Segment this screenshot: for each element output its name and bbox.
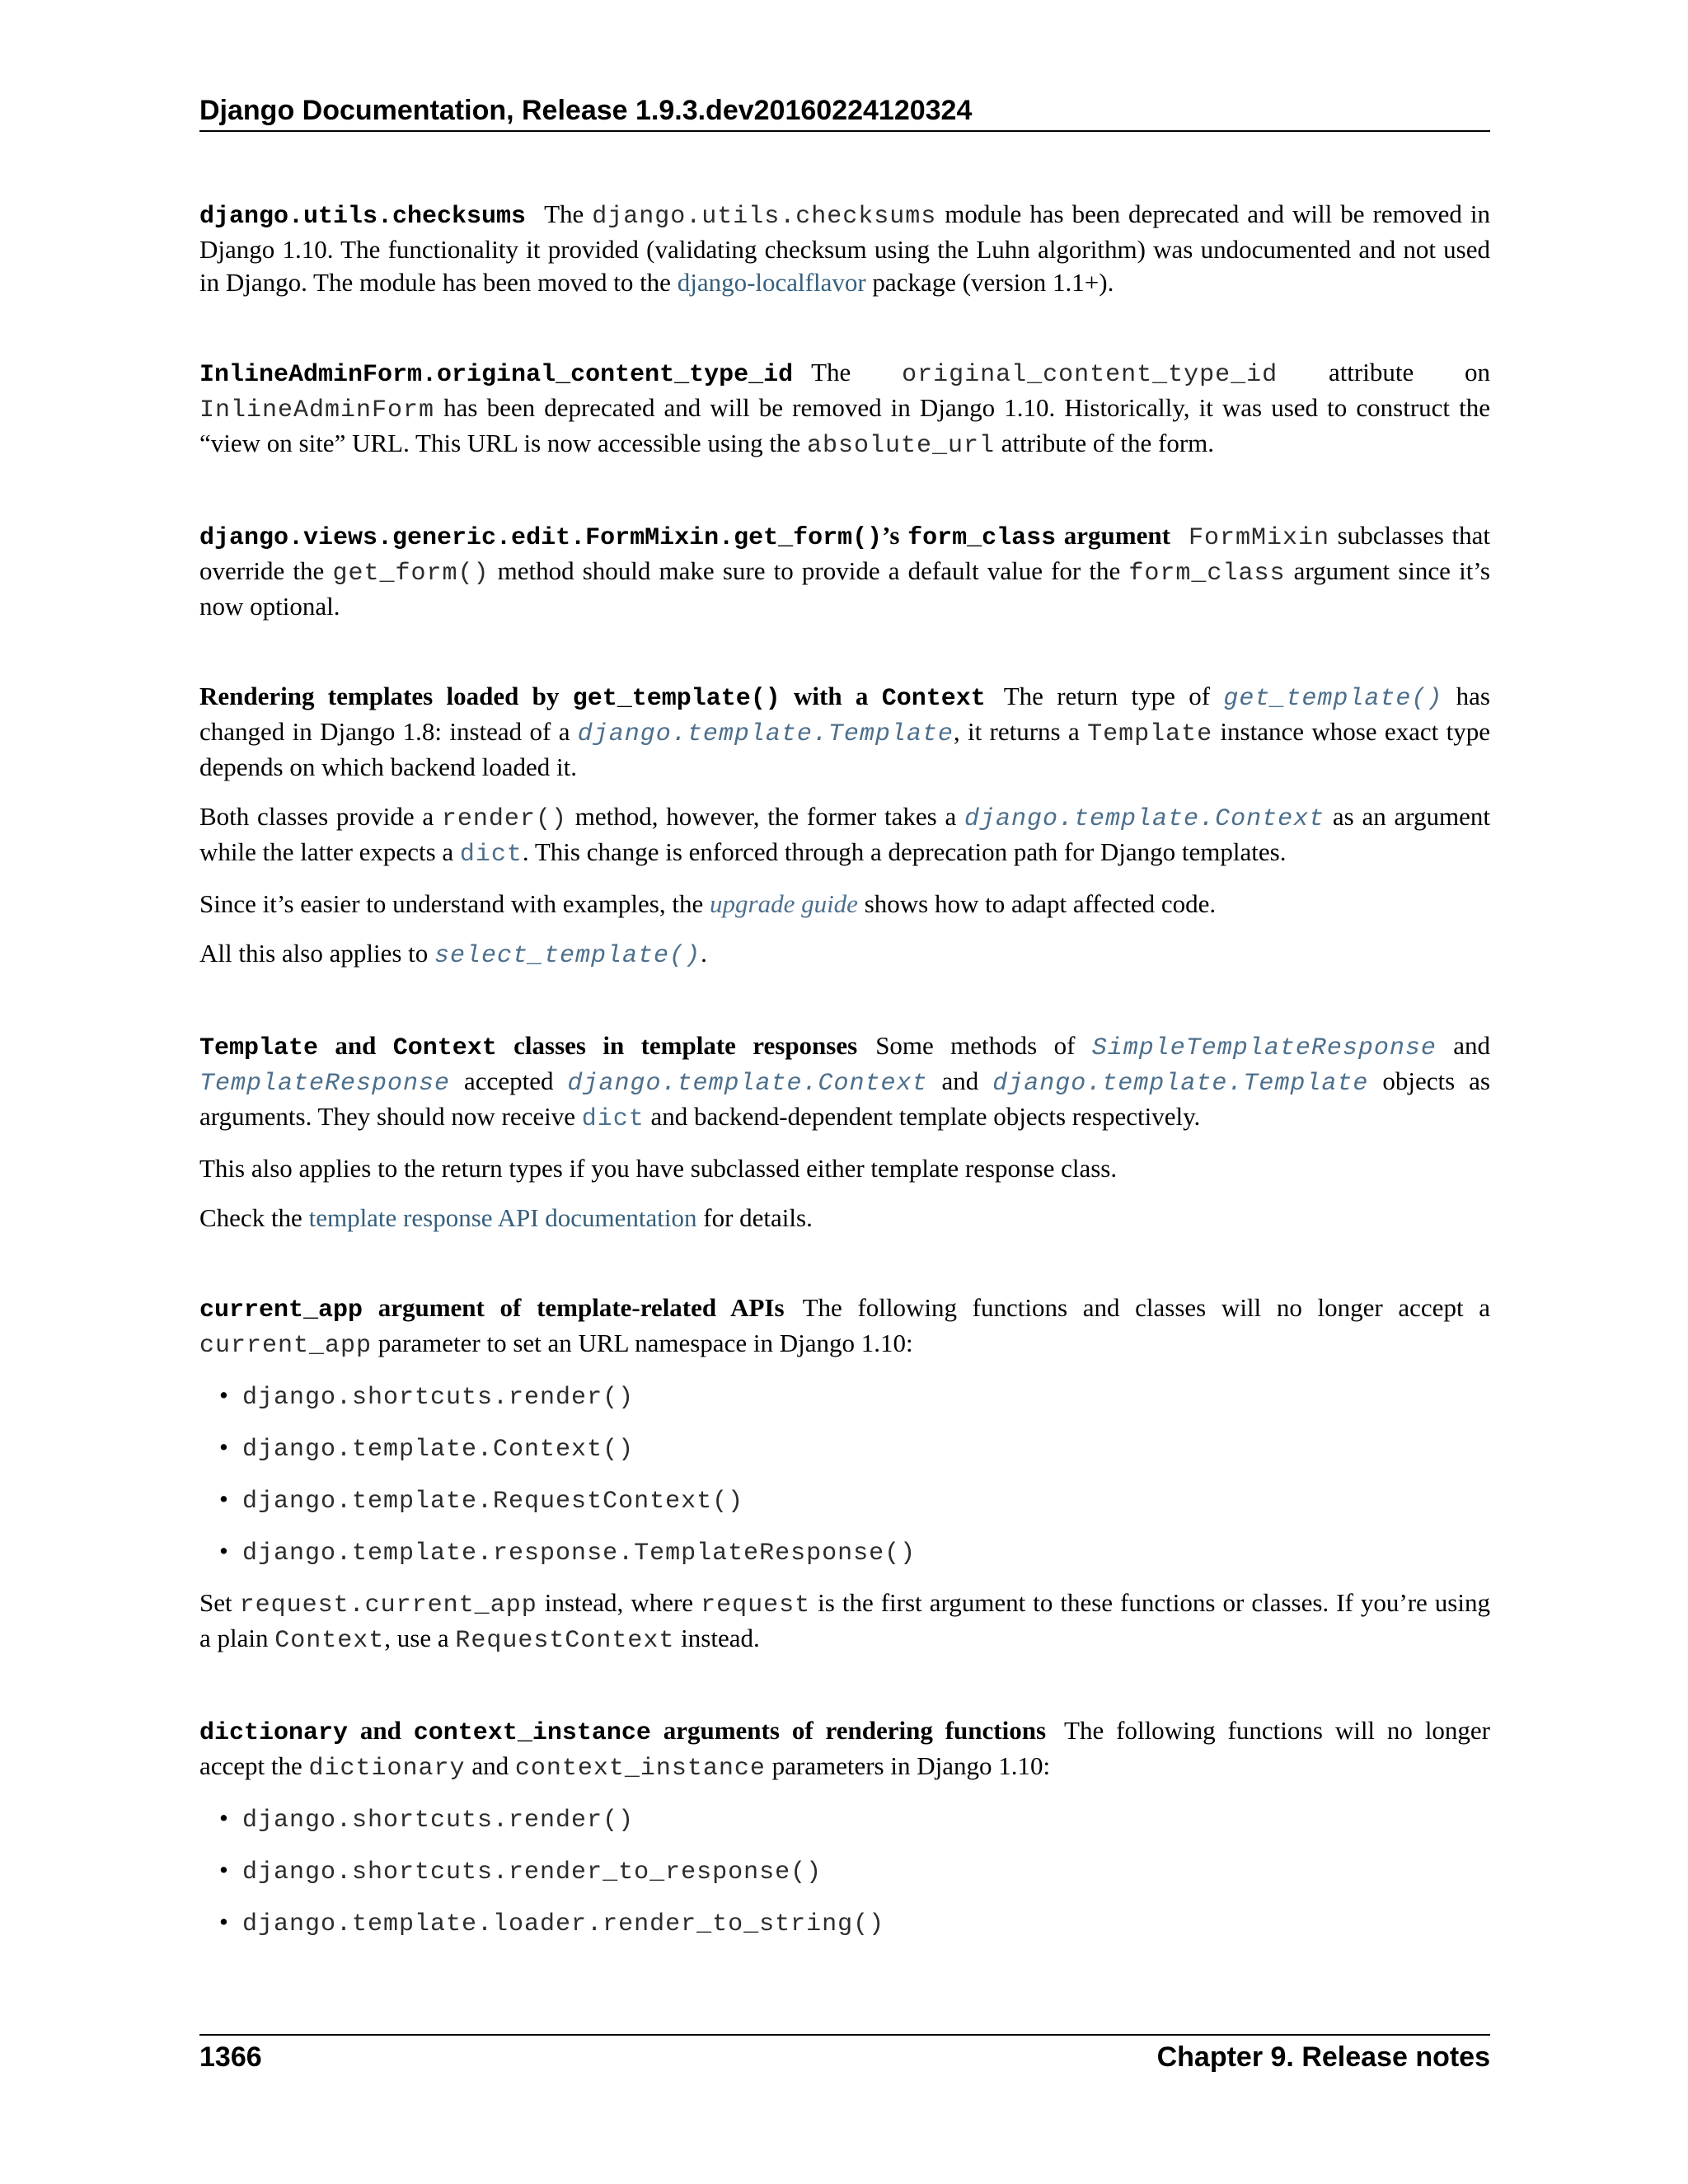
text: and <box>1436 1031 1490 1060</box>
text: and <box>465 1751 515 1780</box>
paragraph <box>199 1291 1490 1362</box>
inline-code: FormMixin <box>1188 524 1329 552</box>
paragraph <box>199 519 1490 623</box>
text: as an argument while the latter expects a <box>199 802 1491 866</box>
text: Check the <box>199 1203 309 1232</box>
section-heading <box>199 682 986 713</box>
text: Both classes provide a <box>199 802 442 831</box>
heading-code: Template <box>199 1034 319 1062</box>
heading-text: argument of template-related APIs <box>363 1293 785 1322</box>
text: attribute of the form. <box>995 429 1215 457</box>
page-footer <box>199 2034 1490 2074</box>
text: objects as arguments. They should now receive <box>199 1066 1490 1131</box>
inline-code: context_instance <box>514 1755 766 1783</box>
context-class-link[interactable] <box>567 1066 928 1098</box>
list-item <box>242 1535 1490 1570</box>
paragraph <box>199 1029 1490 1136</box>
link-code: SimpleTemplateResponse <box>1091 1034 1437 1062</box>
django-localflavor-link[interactable]: django-localflavor <box>677 268 866 297</box>
section-current-app <box>199 1291 1490 1657</box>
link-code: django.template.Template <box>577 720 954 748</box>
text: . This change is enforced through a deprecation path for Django templates. <box>522 837 1287 866</box>
template-class-link[interactable] <box>992 1066 1369 1098</box>
heading-code: django.views.generic.edit.FormMixin.get_form() <box>199 524 883 552</box>
text: The <box>544 199 593 228</box>
running-header: Django Documentation, Release 1.9.3.dev20160224120324 <box>199 94 1490 132</box>
list-item <box>242 1905 1490 1941</box>
heading-code: InlineAdminForm.original_content_type_id <box>199 361 794 389</box>
text: , it returns a <box>953 717 1088 746</box>
inline-code: Template <box>1087 720 1213 748</box>
upgrade-guide-link[interactable]: upgrade guide <box>710 889 858 918</box>
paragraph <box>199 1202 1490 1235</box>
inline-code: django.template.response.TemplateResponse() <box>242 1540 917 1568</box>
heading-text: Rendering templates loaded by <box>199 682 573 710</box>
paragraph <box>199 1586 1490 1657</box>
dict-link[interactable] <box>582 1102 645 1131</box>
paragraph <box>199 888 1490 921</box>
text: package (version 1.1+). <box>865 268 1114 297</box>
template-response-api-link[interactable]: template response API documentation <box>308 1203 697 1232</box>
list-item <box>242 1379 1490 1414</box>
inline-code: django.utils.checksums <box>592 203 937 231</box>
heading-text: and <box>318 1031 393 1060</box>
inline-code: absolute_url <box>807 432 996 460</box>
link-code: dict <box>459 841 523 869</box>
text: Since it’s easier to understand with examples, the <box>199 889 710 918</box>
paragraph <box>199 356 1490 462</box>
section-template-responses <box>199 1029 1490 1235</box>
inline-code: django.shortcuts.render() <box>242 1807 635 1835</box>
text: The following functions will no longer accept the <box>199 1716 1491 1780</box>
text: parameters in Django 1.10: <box>765 1751 1051 1780</box>
heading-code: current_app <box>199 1296 363 1324</box>
text: Set <box>199 1588 240 1617</box>
link-code: dict <box>581 1105 645 1133</box>
text: The <box>811 358 903 387</box>
bullet-list <box>199 1379 1490 1570</box>
list-item <box>242 1483 1490 1518</box>
link-code: django.template.Context <box>567 1070 928 1098</box>
heading-code: dictionary <box>199 1719 349 1747</box>
heading-code: Context <box>881 685 986 713</box>
section-inline-admin-form <box>199 356 1490 462</box>
section-checksums <box>199 198 1490 299</box>
text: The return type of <box>1003 682 1224 710</box>
text: and backend-dependent template objects respectively. <box>644 1102 1201 1131</box>
text: accepted <box>450 1066 568 1095</box>
text: attribute on <box>1278 358 1490 387</box>
text: is the first argument to these functions or classes. If you’re using a plain <box>199 1588 1490 1652</box>
get-template-link[interactable] <box>1223 682 1443 713</box>
inline-code: current_app <box>199 1332 373 1360</box>
paragraph <box>199 800 1490 871</box>
text: Some methods of <box>875 1031 1092 1060</box>
link-code: django.template.Context <box>964 805 1325 833</box>
inline-code: django.template.RequestContext() <box>242 1488 744 1516</box>
inline-code: django.template.loader.render_to_string() <box>242 1910 885 1938</box>
bullet-list <box>199 1802 1490 1941</box>
section-heading <box>199 1293 785 1322</box>
link-code: get_template() <box>1223 685 1443 713</box>
list-item <box>242 1854 1490 1889</box>
section-heading <box>199 358 793 387</box>
heading-code: django.utils.checksums <box>199 203 527 231</box>
section-heading <box>199 1716 1046 1745</box>
text: All this also applies to <box>199 939 435 968</box>
template-class-link[interactable] <box>578 717 954 746</box>
text: method should make sure to provide a default value for the <box>489 556 1129 585</box>
text: subclasses that override the <box>199 521 1490 585</box>
inline-code: form_class <box>1128 560 1286 588</box>
text: instead. <box>674 1624 760 1652</box>
link-code: TemplateResponse <box>199 1070 451 1098</box>
section-formmixin <box>199 519 1490 623</box>
select-template-link[interactable] <box>434 939 701 968</box>
inline-code: request <box>701 1591 811 1619</box>
link-code: select_template() <box>434 942 701 970</box>
text: , use a <box>384 1624 456 1652</box>
text: instead, where <box>537 1588 701 1617</box>
dict-link[interactable] <box>459 837 523 869</box>
section-get-template <box>199 680 1490 972</box>
heading-code: context_instance <box>413 1719 651 1747</box>
section-heading <box>199 1031 857 1060</box>
inline-code: django.shortcuts.render() <box>242 1384 635 1412</box>
inline-code: django.shortcuts.render_to_response() <box>242 1858 823 1886</box>
inline-code: dictionary <box>308 1755 466 1783</box>
context-class-link[interactable] <box>964 802 1325 831</box>
text: has changed in Django 1.8: instead of a <box>199 682 1490 746</box>
heading-code: get_template() <box>572 685 781 713</box>
heading-text: and <box>348 1716 414 1745</box>
section-heading <box>199 199 527 231</box>
heading-text: ’s <box>882 521 908 550</box>
page-content <box>199 198 1490 1998</box>
inline-code: request.current_app <box>239 1591 537 1619</box>
section-dictionary-context-instance <box>199 1714 1490 1941</box>
simple-template-response-link[interactable] <box>1092 1031 1437 1060</box>
text: . <box>701 939 707 968</box>
heading-text: arguments of rendering functions <box>650 1716 1047 1745</box>
inline-code: django.template.Context() <box>242 1436 635 1464</box>
list-item <box>242 1431 1490 1466</box>
link-code: django.template.Template <box>992 1070 1369 1098</box>
template-response-link[interactable] <box>199 1066 451 1098</box>
text: argument since it’s now optional. <box>199 556 1490 621</box>
heading-code: form_class <box>907 524 1057 552</box>
paragraph <box>199 937 1490 972</box>
paragraph <box>199 198 1490 299</box>
inline-code: Context <box>274 1627 385 1655</box>
text: method, however, the former takes a <box>566 802 965 831</box>
list-item <box>242 1802 1490 1837</box>
page-number: 1366 <box>199 2041 262 2073</box>
section-heading <box>199 521 1170 550</box>
text: module has been deprecated and will be removed in Django 1.10. The functionality it provided (validating checksum using the Luhn algorithm) was undocumented and not used in Django. The module has been moved to the <box>199 199 1490 297</box>
heading-text: classes in template responses <box>496 1031 858 1060</box>
text: has been deprecated and will be removed in Django 1.10. Historically, it was used to construct the “view on site” URL. This URL is now accessible using the <box>199 393 1490 457</box>
heading-text: argument <box>1056 521 1170 550</box>
inline-code: render() <box>441 805 567 833</box>
chapter-title: Chapter 9. Release notes <box>1156 2041 1490 2073</box>
text: and <box>927 1066 993 1095</box>
inline-code: RequestContext <box>455 1627 675 1655</box>
text: for details. <box>696 1203 813 1232</box>
paragraph <box>199 680 1490 784</box>
inline-code: get_form() <box>332 560 490 588</box>
text: shows how to adapt affected code. <box>857 889 1217 918</box>
inline-code: original_content_type_id <box>902 361 1278 389</box>
text: parameter to set an URL namespace in Django 1.10: <box>372 1329 913 1357</box>
paragraph <box>199 1714 1490 1785</box>
heading-text: with a <box>780 682 882 710</box>
text: The following functions and classes will no longer accept a <box>802 1293 1490 1322</box>
heading-code: Context <box>392 1034 497 1062</box>
text: instance whose exact type depends on which backend loaded it. <box>199 717 1490 781</box>
inline-code: InlineAdminForm <box>199 396 435 424</box>
paragraph: This also applies to the return types if you have subclassed either template response class. <box>199 1154 1118 1183</box>
